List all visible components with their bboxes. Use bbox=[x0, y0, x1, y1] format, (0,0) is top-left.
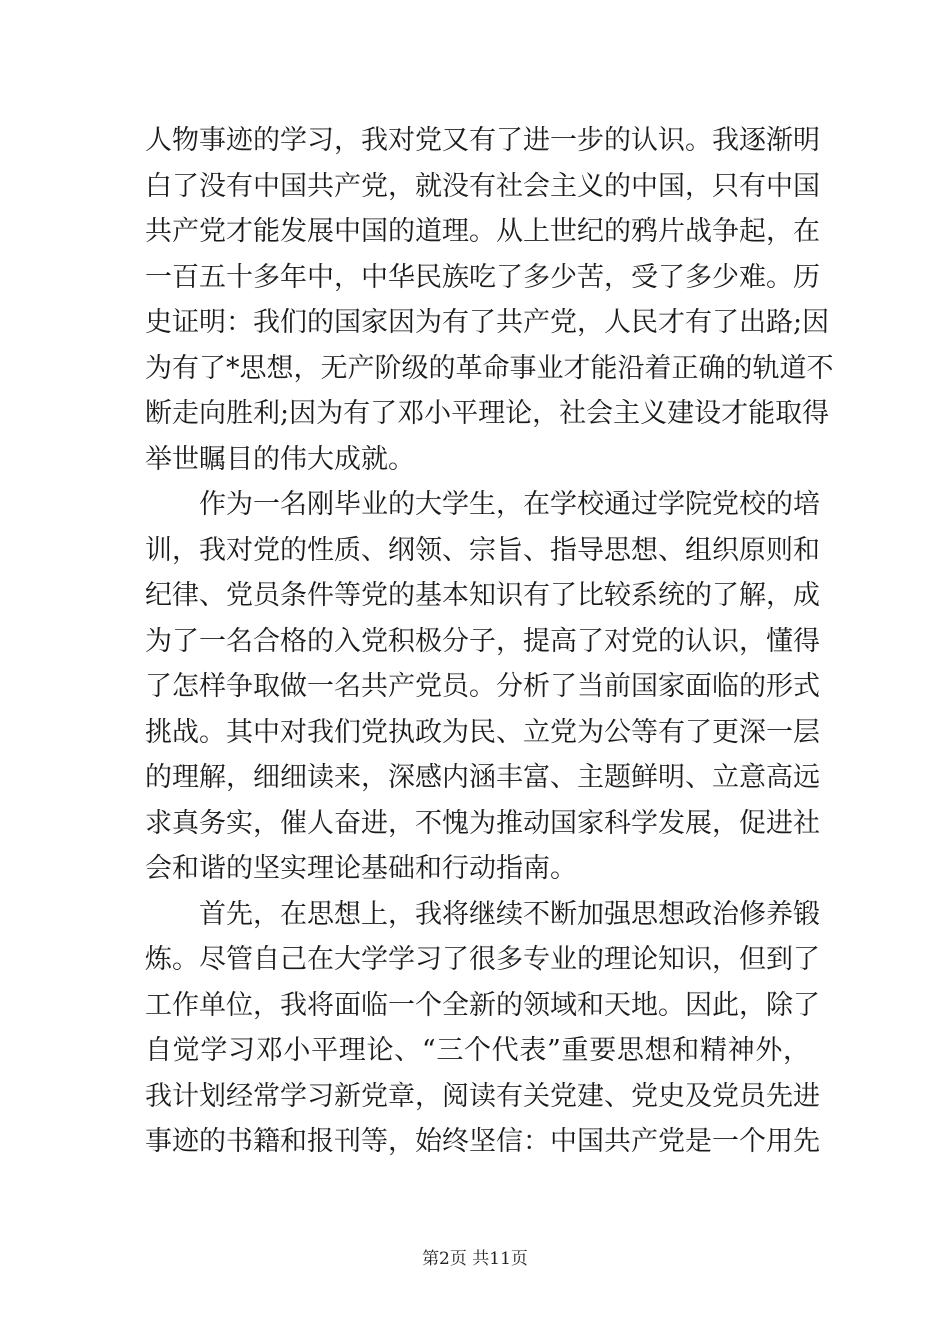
text-line: 纪律、党员条件等党的基本知识有了比较系统的了解，成 bbox=[145, 580, 820, 611]
text-line: 的理解，细细读来，深感内涵丰富、主题鲜明、立意高远 bbox=[145, 762, 820, 793]
text-line: 举世瞩目的伟大成就。 bbox=[145, 443, 415, 475]
text-line: 为了一名合格的入党积极分子，提高了对党的认识，懂得 bbox=[145, 625, 820, 657]
text-line: 人物事迹的学习，我对党又有了进一步的认识。我逐渐明 bbox=[145, 125, 820, 156]
text-line: 史证明：我们的国家因为有了共产党，人民才有了出路;因 bbox=[145, 307, 830, 338]
text-line: 我计划经常学习新党章，阅读有关党建、党史及党员先进 bbox=[145, 1080, 820, 1112]
text-line: 挑战。其中对我们党执政为民、立党为公等有了更深一层 bbox=[145, 716, 820, 748]
text-line: 炼。尽管自己在大学学习了很多专业的理论知识，但到了 bbox=[145, 944, 820, 975]
text-line: 作为一名刚毕业的大学生，在学校通过学院党校的培 bbox=[199, 489, 820, 520]
text-line: 白了没有中国共产党，就没有社会主义的中国，只有中国 bbox=[145, 170, 820, 202]
text-line: 工作单位，我将面临一个全新的领域和天地。因此，除了 bbox=[145, 989, 820, 1021]
text-line: 一百五十多年中，中华民族吃了多少苦，受了多少难。历 bbox=[145, 261, 820, 293]
text-line: 首先，在思想上，我将继续不断加强思想政治修养锻 bbox=[199, 898, 820, 930]
text-line: 为有了*思想，无产阶级的革命事业才能沿着正确的轨道不 bbox=[145, 352, 834, 384]
text-line: 求真务实，催人奋进，不愧为推动国家科学发展，促进社 bbox=[145, 807, 820, 839]
text-line: 共产党才能发展中国的道理。从上世纪的鸦片战争起，在 bbox=[145, 216, 820, 247]
text-line: 训，我对党的性质、纲领、宗旨、指导思想、组织原则和 bbox=[145, 534, 820, 566]
text-line: 断走向胜利;因为有了邓小平理论，社会主义建设才能取得 bbox=[145, 398, 830, 429]
text-line: 事迹的书籍和报刊等，始终坚信：中国共产党是一个用先 bbox=[145, 1126, 820, 1157]
text-line: 了怎样争取做一名共产党员。分析了当前国家面临的形式 bbox=[145, 671, 820, 702]
body-text bbox=[145, 118, 834, 1165]
text-line: 会和谐的坚实理论基础和行动指南。 bbox=[145, 853, 577, 884]
text-line: 自觉学习邓小平理论、“三个代表”重要思想和精神外， bbox=[145, 1035, 810, 1066]
page-number-footer: 第2页 共11页 bbox=[422, 1249, 528, 1269]
